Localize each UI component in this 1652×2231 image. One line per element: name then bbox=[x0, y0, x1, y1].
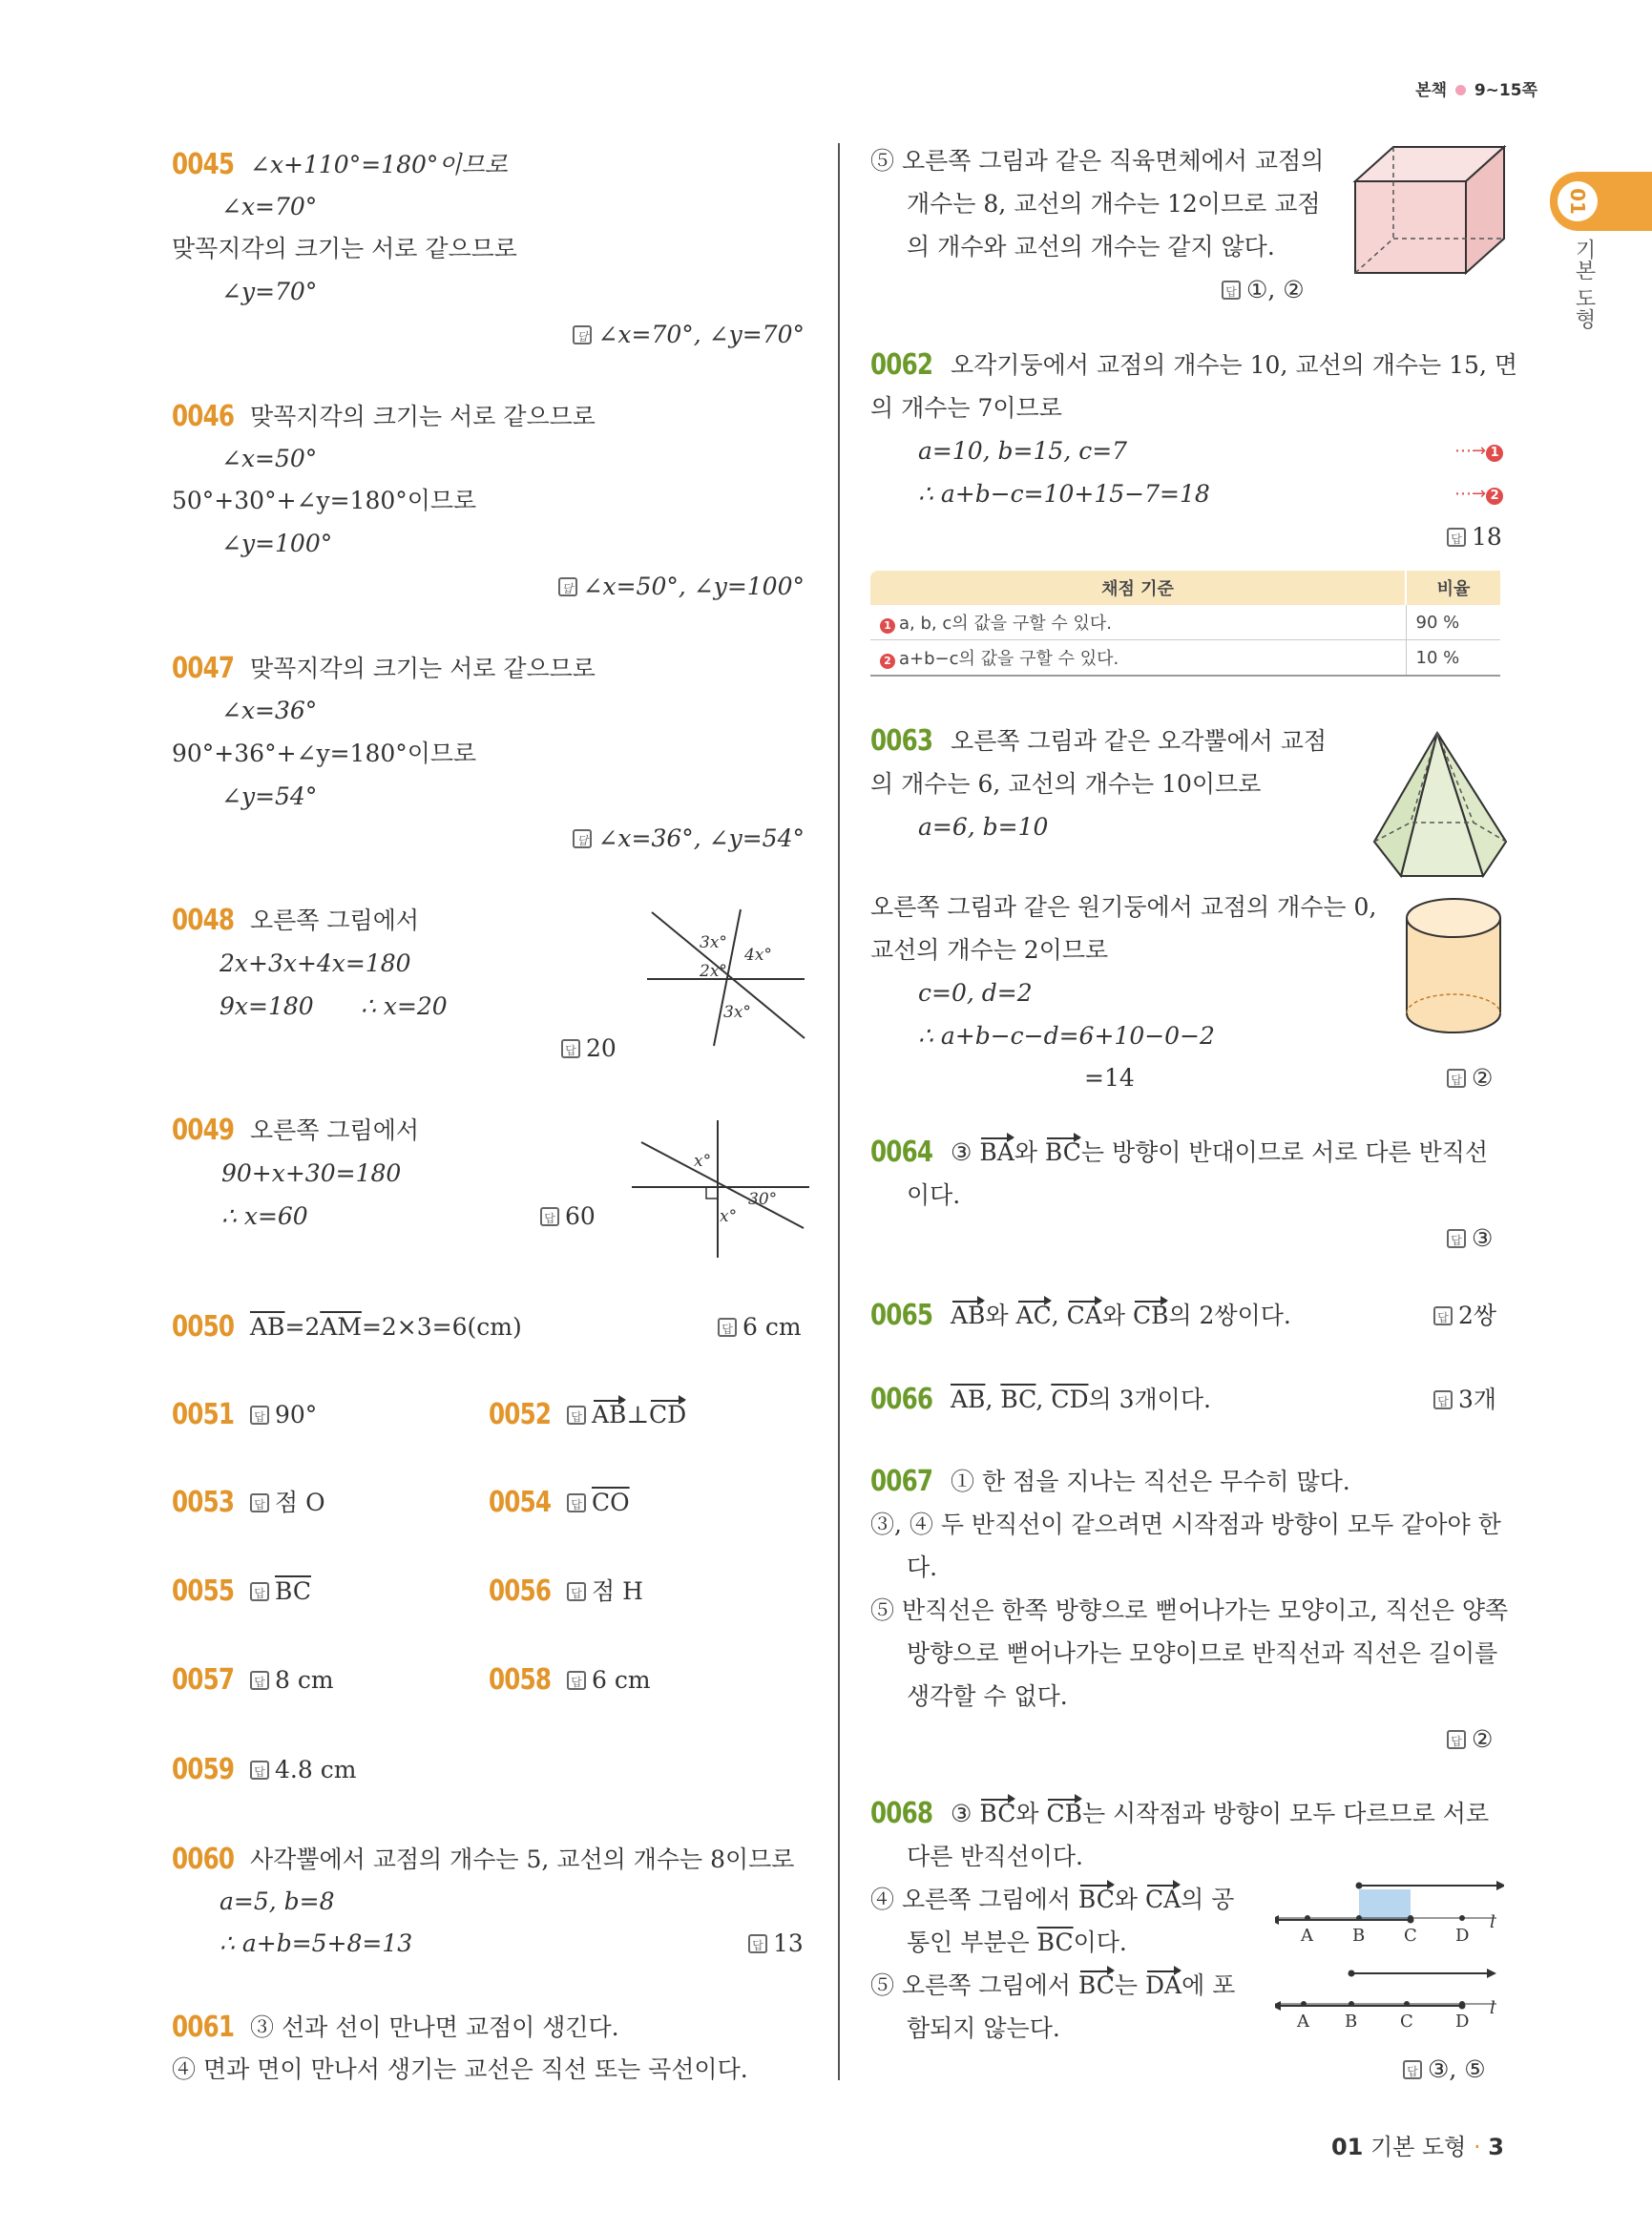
p0048-line3b: ∴ x=20 bbox=[361, 992, 448, 1020]
cylinder-figure bbox=[1403, 895, 1504, 1038]
rubric-row2-criteria: 2 a+b−c의 값을 구할 수 있다. bbox=[870, 640, 1406, 677]
problem-number-0061: 0061 bbox=[172, 2011, 235, 2044]
p0063-line2: 의 개수는 6, 교선의 개수는 10이므로 bbox=[870, 770, 1262, 798]
p0061-line4: 개수는 8, 교선의 개수는 12이므로 교점 bbox=[907, 190, 1321, 218]
p0063-answer: 답 ② bbox=[1447, 1062, 1493, 1095]
answer-icon: 답 bbox=[1447, 1069, 1466, 1088]
p0053-answer: 답 점 O bbox=[250, 1487, 325, 1519]
p0058-answer: 답 6 cm bbox=[567, 1664, 651, 1697]
p0045-line1: ∠x+110°=180°이므로 bbox=[250, 151, 508, 178]
p0049-angle-figure bbox=[632, 1118, 809, 1258]
problem-number-0049: 0049 bbox=[172, 1114, 235, 1147]
p0049-line2: 90+x+30=180 bbox=[221, 1159, 402, 1187]
p0045-answer: 답 ∠x=70°, ∠y=70° bbox=[573, 319, 805, 351]
answer-icon: 답 bbox=[561, 1039, 580, 1058]
page-footer bbox=[1331, 2128, 1504, 2161]
problem-number-0060: 0060 bbox=[172, 1843, 235, 1876]
p0068-line4: 통인 부분은 $\overline{BC}$이다. bbox=[907, 1929, 1127, 1956]
footer-chapter: 01 bbox=[1330, 2134, 1364, 2160]
point-label-d: D bbox=[1455, 1926, 1470, 1945]
p0046-line2: ∠x=50° bbox=[221, 445, 318, 472]
answer-icon: 답 bbox=[718, 1318, 737, 1337]
p0063-line8: =14 bbox=[1084, 1064, 1135, 1092]
p0068-line3: ④ 오른쪽 그림에서 BC와 CA의 공 bbox=[870, 1884, 1234, 1916]
problem-number-0048: 0048 bbox=[172, 904, 235, 937]
problem-number-0057: 0057 bbox=[172, 1663, 235, 1697]
p0048-angle-figure bbox=[647, 905, 809, 1048]
rubric-header-criteria: 채점 기준 bbox=[870, 571, 1406, 605]
p0062-answer: 답 18 bbox=[1447, 521, 1502, 553]
answer-icon: 답 bbox=[748, 1934, 767, 1953]
answer-icon: 답 bbox=[250, 1493, 269, 1512]
answer-icon: 답 bbox=[567, 1582, 586, 1601]
problem-number-0053: 0053 bbox=[172, 1486, 235, 1519]
p0048-label-3x-top: 3x° bbox=[700, 933, 727, 952]
p0059-answer: 답 4.8 cm bbox=[250, 1754, 356, 1786]
p0068-line2: 다른 반직선이다. bbox=[907, 1843, 1083, 1870]
answer-icon: 답 bbox=[250, 1671, 269, 1690]
answer-icon: 답 bbox=[573, 325, 592, 344]
header-pages: 9~15쪽 bbox=[1474, 81, 1537, 100]
p0064-answer: 답 ③ bbox=[1447, 1222, 1493, 1255]
answer-icon: 답 bbox=[1447, 1229, 1466, 1248]
answer-icon: 답 bbox=[573, 829, 592, 848]
answer-icon: 답 bbox=[1403, 2060, 1422, 2079]
p0045-line4: ∠y=70° bbox=[221, 278, 318, 305]
p0045-line3: 맞꼭지각의 크기는 서로 같으므로 bbox=[172, 235, 517, 262]
point-label-d: D bbox=[1455, 2012, 1470, 2031]
chapter-tab-number: 01 bbox=[1558, 181, 1598, 221]
p0048-line2: 2x+3x+4x=180 bbox=[220, 949, 411, 977]
p0050-line: $\overline{AB}=2\overline{AM}=2\times 3=6(cm)$ bbox=[250, 1313, 522, 1341]
problem-number-0054: 0054 bbox=[489, 1486, 552, 1519]
point-label-a: A bbox=[1301, 1926, 1313, 1945]
footer-dot: · bbox=[1474, 2134, 1481, 2160]
header-book: 본책 bbox=[1415, 81, 1447, 100]
p0068-line5: ⑤ 오른쪽 그림에서 BC는 DA에 포 bbox=[870, 1970, 1235, 2002]
p0046-line3: 50°+30°+∠y=180°이므로 bbox=[172, 487, 477, 514]
p0057-answer: 답 8 cm bbox=[250, 1664, 334, 1697]
p0062-step2-marker: ⋯→ 2 bbox=[1454, 484, 1507, 505]
footer-title: 기본 도형 bbox=[1370, 2134, 1467, 2160]
p0052-answer: 답 AB⊥CD bbox=[567, 1399, 686, 1431]
problem-number-0056: 0056 bbox=[489, 1574, 552, 1608]
p0049-line1: 오른쪽 그림에서 bbox=[250, 1116, 419, 1144]
p0045-line2: ∠x=70° bbox=[221, 193, 318, 220]
p0047-line2: ∠x=36° bbox=[221, 697, 318, 724]
problem-number-0051: 0051 bbox=[172, 1398, 235, 1431]
p0064-line1: ③ BA와 BC는 방향이 반대이므로 서로 다른 반직선 bbox=[951, 1136, 1488, 1169]
p0054-answer: 답 $\overline{CO}$ bbox=[567, 1487, 630, 1519]
problem-number-0063: 0063 bbox=[870, 724, 933, 758]
p0068-line1: ③ BC와 CB는 시작점과 방향이 모두 다르므로 서로 bbox=[951, 1798, 1489, 1830]
p0061-line1: ③ 선과 선이 만나면 교점이 생긴다. bbox=[250, 2013, 619, 2041]
line-label-l: l bbox=[1490, 1998, 1495, 2018]
answer-icon: 답 bbox=[1222, 281, 1241, 300]
line-label-l: l bbox=[1490, 1912, 1495, 1932]
answer-icon: 답 bbox=[250, 1582, 269, 1601]
answer-icon: 답 bbox=[558, 577, 577, 596]
p0068-line6: 함되지 않는다. bbox=[907, 2014, 1060, 2042]
answer-icon: 답 bbox=[1433, 1390, 1453, 1409]
answer-icon: 답 bbox=[1447, 528, 1466, 547]
segment-am: $\overline{AM}$ bbox=[320, 1313, 362, 1341]
problem-number-0059: 0059 bbox=[172, 1753, 235, 1786]
p0067-line6: 생각할 수 없다. bbox=[907, 1682, 1068, 1710]
problem-number-0067: 0067 bbox=[870, 1465, 933, 1498]
line-ab: AB bbox=[592, 1399, 626, 1431]
p0048-label-2x: 2x° bbox=[700, 962, 727, 981]
p0063-line3: a=6, b=10 bbox=[918, 813, 1049, 841]
p0049-label-30: 30° bbox=[748, 1190, 778, 1209]
chapter-tab-title: 기본 도형 bbox=[1572, 239, 1596, 329]
p0068-ray-figure-2 bbox=[1275, 1964, 1504, 2031]
answer-icon: 답 bbox=[250, 1406, 269, 1425]
p0049-label-x-top: x° bbox=[694, 1152, 712, 1171]
p0060-line2: a=5, b=8 bbox=[220, 1887, 335, 1915]
p0048-line3: 9x=180 bbox=[220, 992, 314, 1020]
p0061-line3: ⑤ 오른쪽 그림과 같은 직육면체에서 교점의 bbox=[870, 147, 1325, 175]
p0047-answer: 답 ∠x=36°, ∠y=54° bbox=[573, 823, 805, 855]
p0049-line3: ∴ x=60 bbox=[221, 1202, 308, 1230]
p0063-line6: c=0, d=2 bbox=[918, 979, 1033, 1007]
p0049-answer: 답 60 bbox=[540, 1200, 596, 1233]
p0065-line: AB와 AC, CA와 CB의 2쌍이다. bbox=[951, 1300, 1291, 1332]
rubric-row2-ratio: 10 % bbox=[1406, 640, 1500, 677]
p0050-answer: 답 6 cm bbox=[718, 1311, 802, 1344]
problem-number-0062: 0062 bbox=[870, 348, 933, 382]
problem-number-0055: 0055 bbox=[172, 1574, 235, 1608]
p0067-line1: ① 한 점을 지나는 직선은 무수히 많다. bbox=[951, 1468, 1350, 1495]
answer-icon: 답 bbox=[1447, 1730, 1466, 1749]
pentagonal-pyramid-figure bbox=[1370, 729, 1510, 882]
p0067-line2: ③, ④ 두 반직선이 같으려면 시작점과 방향이 모두 같아야 한 bbox=[870, 1511, 1501, 1538]
page-header bbox=[1415, 76, 1537, 100]
p0051-answer: 답 90° bbox=[250, 1399, 317, 1431]
ray-bc: BC bbox=[1045, 1136, 1081, 1169]
problem-number-0065: 0065 bbox=[870, 1299, 933, 1332]
p0046-line1: 맞꼭지각의 크기는 서로 같으므로 bbox=[250, 403, 596, 430]
p0056-answer: 답 점 H bbox=[567, 1575, 643, 1608]
footer-page-number: 3 bbox=[1488, 2134, 1504, 2160]
scoring-rubric-table bbox=[870, 571, 1500, 677]
ray-ba: BA bbox=[979, 1136, 1014, 1169]
problem-number-0045: 0045 bbox=[172, 148, 235, 181]
rubric-row1-criteria: 1 a, b, c의 값을 구할 수 있다. bbox=[870, 605, 1406, 640]
rubric-header-ratio: 비율 bbox=[1406, 571, 1500, 605]
p0065-answer: 답 2쌍 bbox=[1433, 1300, 1496, 1332]
column-divider bbox=[838, 143, 840, 2080]
p0046-line4: ∠y=100° bbox=[221, 530, 333, 557]
answer-icon: 답 bbox=[250, 1761, 269, 1780]
p0047-line4: ∠y=54° bbox=[221, 782, 318, 810]
p0061-answer: 답 ①, ② bbox=[1222, 274, 1305, 306]
p0060-line1: 사각뿔에서 교점의 개수는 5, 교선의 개수는 8이므로 bbox=[250, 1845, 795, 1873]
header-dot-icon bbox=[1455, 85, 1466, 95]
p0047-line3: 90°+36°+∠y=180°이므로 bbox=[172, 740, 477, 767]
problem-number-0064: 0064 bbox=[870, 1136, 933, 1169]
p0060-answer: 답 13 bbox=[748, 1928, 804, 1960]
p0063-line5: 교선의 개수는 2이므로 bbox=[870, 936, 1109, 964]
p0062-line3: a=10, b=15, c=7 bbox=[918, 437, 1128, 465]
answer-icon: 답 bbox=[567, 1406, 586, 1425]
p0063-line7: ∴ a+b−c−d=6+10−0−2 bbox=[918, 1022, 1215, 1050]
problem-number-0058: 0058 bbox=[489, 1663, 552, 1697]
p0067-answer: 답 ② bbox=[1447, 1723, 1493, 1756]
p0066-answer: 답 3개 bbox=[1433, 1384, 1496, 1416]
p0047-line1: 맞꼭지각의 크기는 서로 같으므로 bbox=[250, 655, 596, 682]
p0063-line4: 오른쪽 그림과 같은 원기둥에서 교점의 개수는 0, bbox=[870, 893, 1377, 921]
answer-icon: 답 bbox=[567, 1493, 586, 1512]
point-label-a: A bbox=[1297, 2012, 1309, 2031]
p0048-label-4x: 4x° bbox=[744, 946, 772, 965]
answer-icon: 답 bbox=[540, 1207, 559, 1226]
p0048-label-3x-bottom: 3x° bbox=[723, 1003, 751, 1022]
point-label-b: B bbox=[1352, 1926, 1366, 1945]
p0046-answer: 답 ∠x=50°, ∠y=100° bbox=[558, 571, 805, 603]
answer-icon: 답 bbox=[567, 1671, 586, 1690]
problem-number-0052: 0052 bbox=[489, 1398, 552, 1431]
segment-ab: $\overline{AB}$ bbox=[250, 1313, 285, 1341]
p0049-label-x-bottom: x° bbox=[720, 1207, 738, 1226]
p0061-line2: ④ 면과 면이 만나서 생기는 교선은 직선 또는 곡선이다. bbox=[172, 2055, 748, 2083]
cuboid-figure bbox=[1351, 143, 1508, 277]
problem-number-0050: 0050 bbox=[172, 1310, 235, 1344]
p0067-line4: ⑤ 반직선은 한쪽 방향으로 뻗어나가는 모양이고, 직선은 양쪽 bbox=[870, 1596, 1509, 1624]
point-label-c: C bbox=[1400, 2012, 1413, 2031]
rubric-row1-ratio: 90 % bbox=[1406, 605, 1500, 640]
p0067-line5: 방향으로 뻗어나가는 모양이므로 반직선과 직선은 길이를 bbox=[907, 1639, 1498, 1667]
p0062-line2: 의 개수는 7이므로 bbox=[870, 394, 1062, 422]
problem-number-0047: 0047 bbox=[172, 652, 235, 685]
point-label-b: B bbox=[1345, 2012, 1358, 2031]
point-label-c: C bbox=[1404, 1926, 1417, 1945]
p0066-line: $\overline{AB}$, $\overline{BC}$, $\overline{CD}$의 3개이다. bbox=[951, 1386, 1211, 1413]
p0062-line4: ∴ a+b−c=10+15−7=18 bbox=[918, 480, 1210, 508]
problem-number-0066: 0066 bbox=[870, 1383, 933, 1416]
p0048-answer: 답 20 bbox=[561, 1032, 617, 1065]
p0064-line2: 이다. bbox=[907, 1181, 961, 1209]
problem-number-0068: 0068 bbox=[870, 1797, 933, 1830]
p0060-line3: ∴ a+b=5+8=13 bbox=[220, 1929, 413, 1957]
p0061-line5: 의 개수와 교선의 개수는 같지 않다. bbox=[907, 233, 1275, 261]
p0048-line1: 오른쪽 그림에서 bbox=[250, 907, 419, 934]
p0067-line3: 다. bbox=[907, 1553, 938, 1581]
answer-icon: 답 bbox=[1433, 1306, 1453, 1325]
p0068-ray-figure-1 bbox=[1275, 1878, 1504, 1945]
problem-number-0046: 0046 bbox=[172, 400, 235, 433]
p0062-step1-marker: ⋯→ 1 bbox=[1454, 441, 1507, 462]
p0062-line1: 오각기둥에서 교점의 개수는 10, 교선의 개수는 15, 면 bbox=[951, 351, 1517, 379]
p0063-line1: 오른쪽 그림과 같은 오각뿔에서 교점 bbox=[951, 727, 1328, 755]
p0055-answer: 답 $\overline{BC}$ bbox=[250, 1575, 311, 1608]
line-cd: CD bbox=[649, 1399, 686, 1431]
p0068-answer: 답 ③, ⑤ bbox=[1403, 2054, 1486, 2086]
